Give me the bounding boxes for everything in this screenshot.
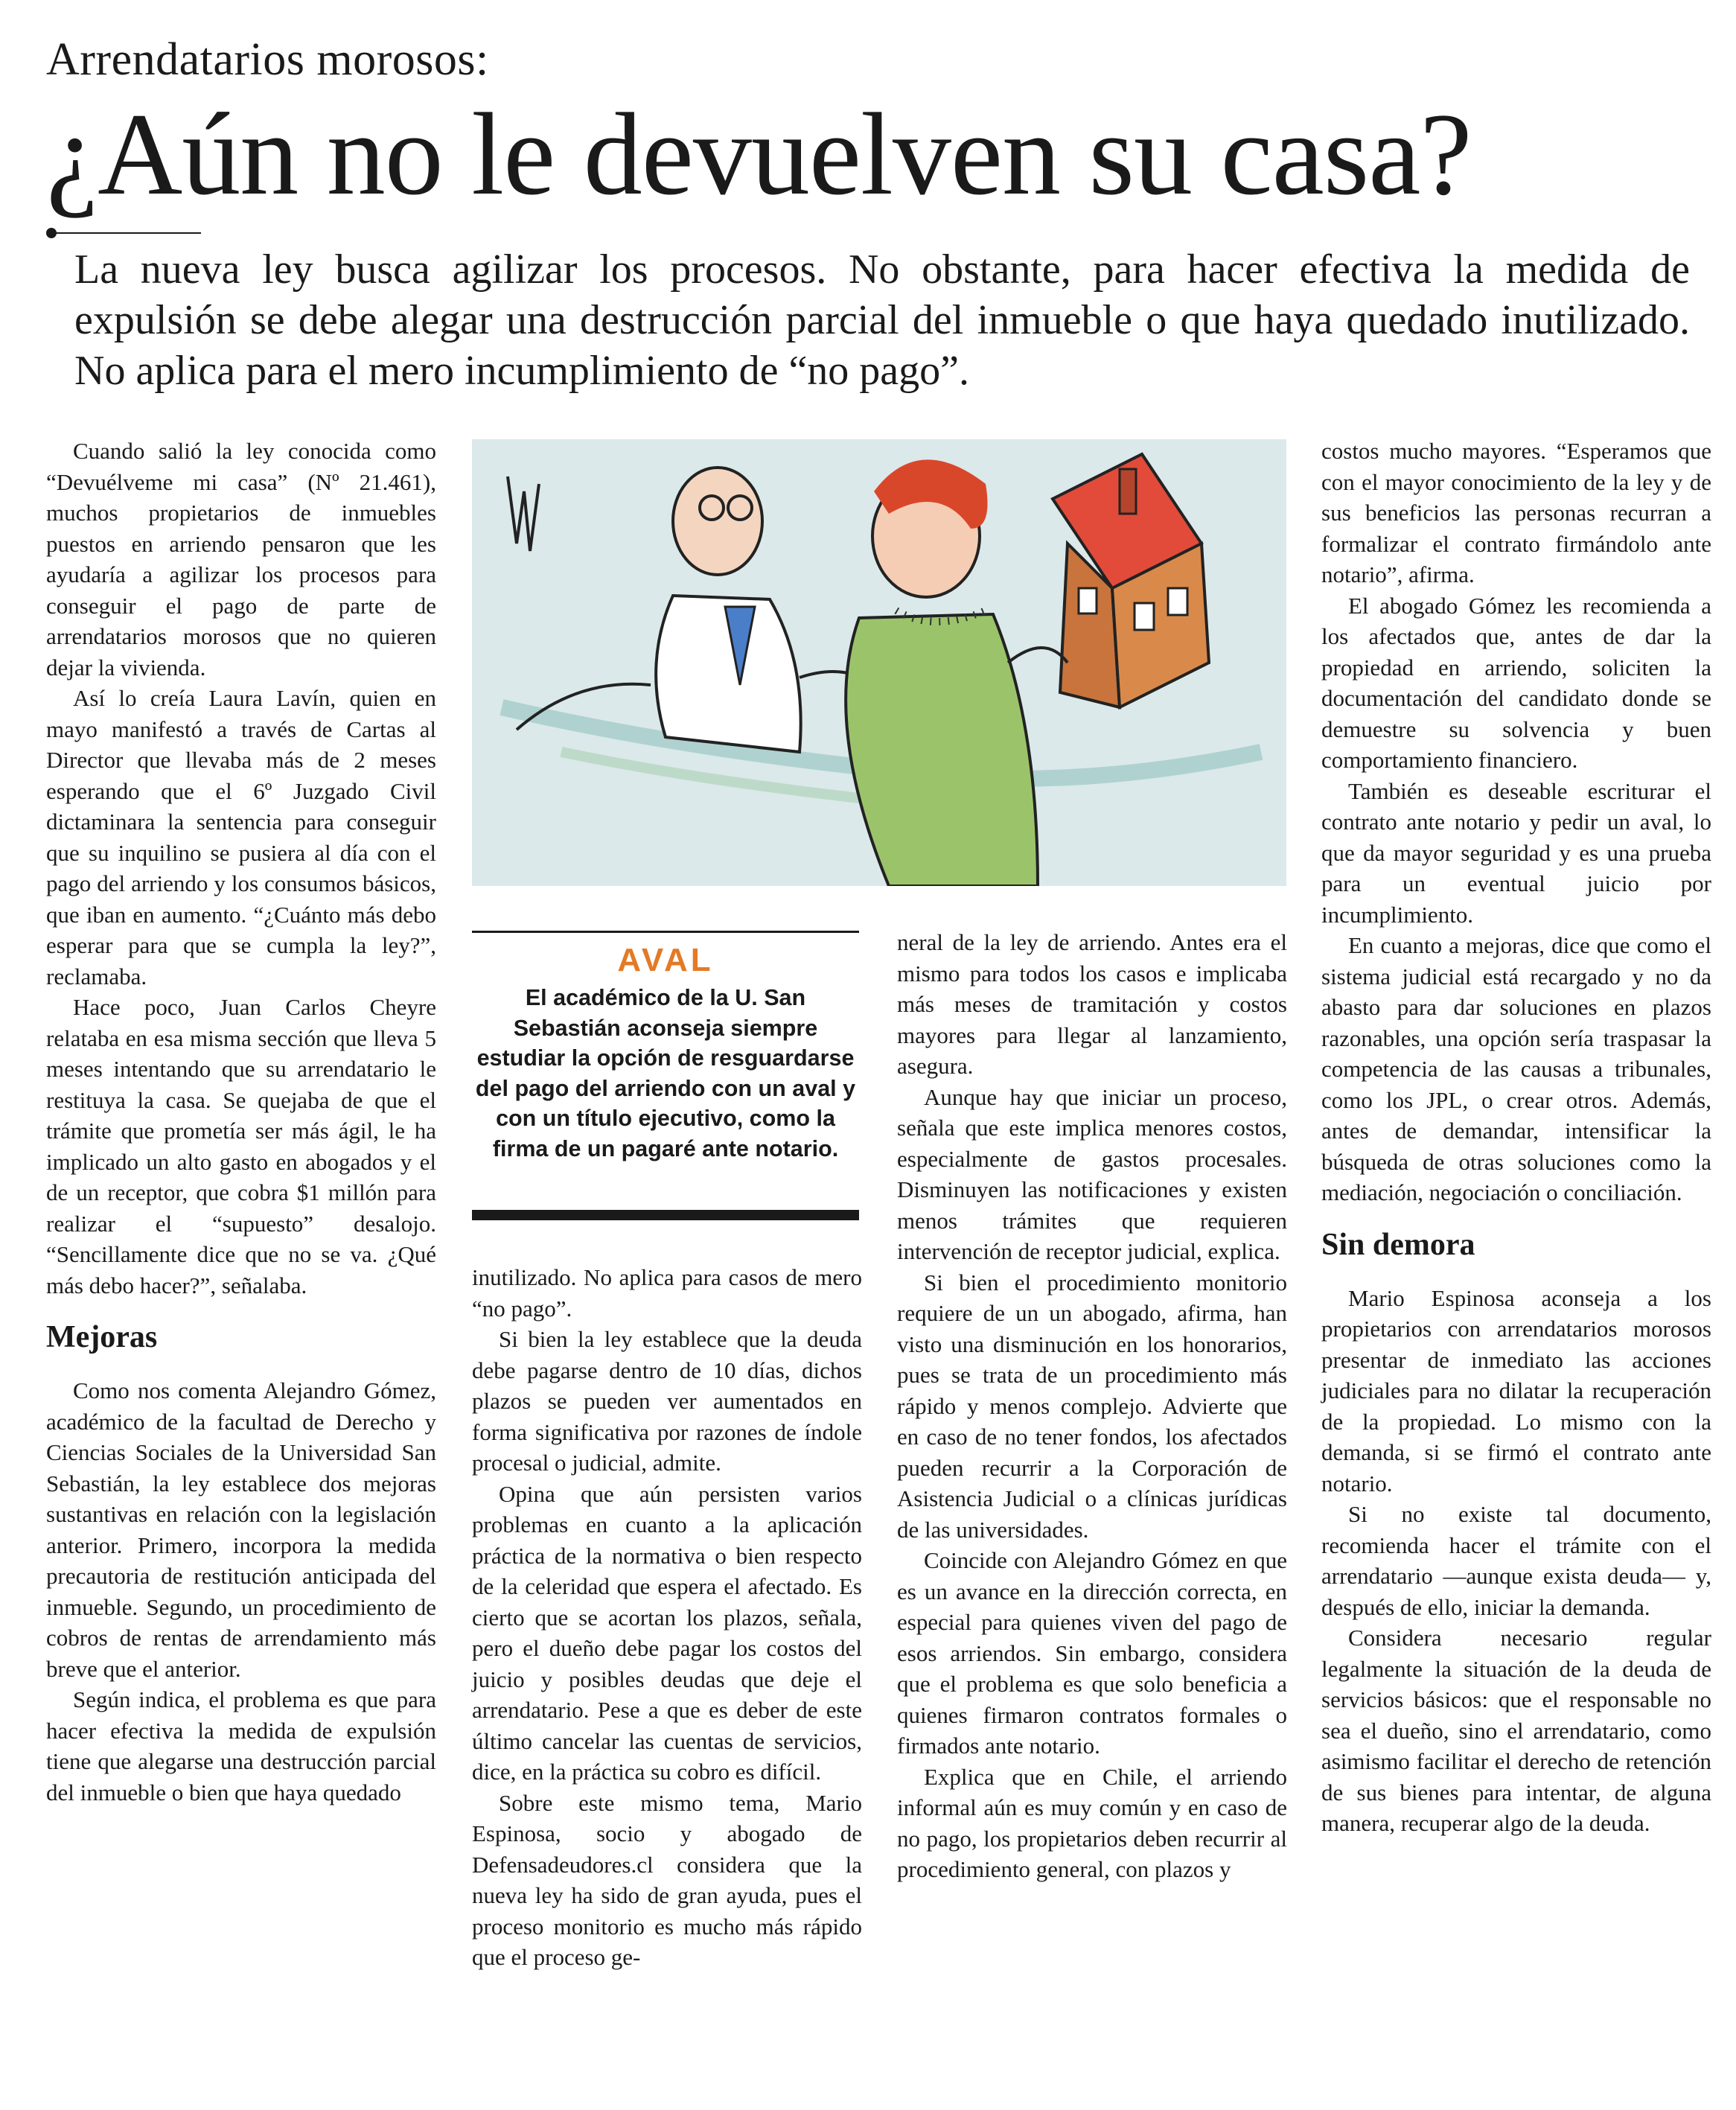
aval-text: El académico de la U. San Sebastián aconseja siempre estudiar la opción de resguardarse del pago del arriendo con un aval y con un título ejecutivo, como la firma de un pagaré ante notario.	[475, 985, 856, 1161]
paragraph: costos mucho mayores. “Esperamos que con el mayor conocimiento de la ley y de sus beneficios las personas recurran a formalizar el contrato firmándolo ante notario”, afirma.	[1321, 438, 1711, 587]
paragraph: Sobre este mismo tema, Mario Espinosa, socio y abogado de Defensadeudores.cl considera que la nueva ley ha sido de gran ayuda, pues el proceso monitorio es mucho más rápido que el proceso ge-	[472, 1789, 862, 1970]
subhead-sin-demora: Sin demora	[1321, 1227, 1475, 1262]
column-4	[1321, 436, 1711, 1839]
paragraph: Hace poco, Juan Carlos Cheyre relataba en esa misma sección que lleva 5 meses intentando que su arrendatario le restituya la casa. Se quejaba de que el trámite que prometía ser más ágil, le ha implicado un alto gasto en abogados y el de un receptor, que cobra $1 millón para realizar el “supuesto” desalojo. “Sencillamente dice que no se va. ¿Qué más debo hacer?”, señalaba.	[46, 994, 436, 1298]
kicker: Arrendatarios morosos:	[46, 34, 489, 85]
paragraph: También es deseable escriturar el contrato ante notario y pedir un aval, lo que da mayor seguridad y es una prueba para un eventual juicio por incumplimiento.	[1321, 777, 1711, 928]
aval-title: AVAL	[617, 942, 714, 978]
deck: La nueva ley busca agilizar los procesos. No obstante, para hacer efectiva la medida de expulsión se debe alegar una destrucción parcial del inmueble o que haya quedado inutilizado. No aplica para el mero incumplimiento de “no pago”.	[74, 246, 1690, 394]
paragraph: Considera necesario regular legalmente la situación de la deuda de servicios básicos: que el responsable no sea el dueño, sino el arrendatario, como asimismo facilitar el derecho de retención de sus bienes para intentar, de alguna manera, recuperar algo de la deuda.	[1321, 1625, 1711, 1836]
paragraph: Como nos comenta Alejandro Gómez, académico de la facultad de Derecho y Ciencias Sociales de la Universidad San Sebastián, la ley establece dos mejoras sustantivas en relación con la legislación anterior. Primero, incorpora la medida precautoria de restitución anticipada del inmueble. Segundo, un procedimiento de cobros de rentas de arrendamiento más breve que el anterior.	[46, 1377, 436, 1682]
paragraph: inutilizado. No aplica para casos de mero “no pago”.	[472, 1264, 862, 1322]
column-1	[46, 436, 436, 1808]
paragraph: Según indica, el problema es que para hacer efectiva la medida de expulsión tiene que alegarse una destrucción parcial del inmueble o bien que haya quedado	[46, 1686, 436, 1805]
paragraph: Si no existe tal documento, recomienda hacer el trámite con el arrendatario —aunque exista deuda— y, después de ello, iniciar la demanda.	[1321, 1501, 1711, 1620]
subhead-mejoras: Mejoras	[46, 1320, 158, 1354]
paragraph: El abogado Gómez les recomienda a los afectados que, antes de dar la propiedad en arriendo, soliciten la documentación del candidato donde se demuestre su solvencia y buen comportamiento financiero.	[1321, 592, 1711, 773]
paragraph: Aunque hay que iniciar un proceso, señala que este implica menores costos, especialmente de gastos procesales. Disminuyen las notificaciones y existen menos trámites que requieren intervención de receptor judicial, explica.	[897, 1083, 1287, 1264]
column-3	[897, 927, 1287, 1885]
paragraph: Si bien la ley establece que la deuda debe pagarse dentro de 10 días, dichos plazos se pueden ver aumentados en forma significativa por razones de índole procesal o judicial, admite.	[472, 1326, 862, 1476]
aval-top-rule	[472, 931, 859, 933]
paragraph: Cuando salió la ley conocida como “Devuélveme mi casa” (Nº 21.461), muchos propietarios de inmuebles puestos en arriendo pensaron que les ayudaría a agilizar los procesos para conseguir el pago de parte de arrendatarios morosos que no quieren dejar la vivienda.	[46, 438, 436, 681]
paragraph: Mario Espinosa aconseja a los propietarios con arrendatarios morosos presentar de inmediato las acciones judiciales para no dilatar la recuperación de la propiedad. Lo mismo con la demanda, si se firmó el contrato ante notario.	[1321, 1284, 1711, 1497]
paragraph: neral de la ley de arriendo. Antes era el mismo para todos los casos e implicaba más meses de tramitación y costos mayores para llegar al lanzamiento, asegura.	[897, 929, 1287, 1079]
rule-line	[52, 232, 201, 234]
paragraph: En cuanto a mejoras, dice que como el sistema judicial está recargado y no da abasto para dar soluciones en plazos razonables, una opción sería traspasar la competencia de las causas a tribunales, como los JPL, o crear otros. Además, antes de demandar, intensificar la búsqueda de otras soluciones como la mediación, negociación o conciliación.	[1321, 932, 1711, 1205]
paragraph: Coincide con Alejandro Gómez en que es un avance en la dirección correcta, en especial para quienes viven del pago de esos arriendos. Sin embargo, considera que el problema es que solo beneficia a quienes firmaron contratos formales o firmados ante notario.	[897, 1547, 1287, 1759]
paragraph: Explica que en Chile, el arriendo informal aún es muy común y en caso de no pago, los propietarios deben recurrir al procedimiento general, con plazos y	[897, 1763, 1287, 1882]
headline: ¿Aún no le devuelven su casa?	[46, 89, 1472, 220]
paragraph: Opina que aún persisten varios problemas en cuanto a la aplicación práctica de la normativa o bien respecto de la celeridad que espera el afectado. Es cierto que se acortan los plazos, señala, pero el dueño debe pagar los costos del juicio y posibles deudas que deje el arrendatario. Pese a que es deber de este último cancelar las cuentas de servicios, dice, en la práctica su cobro es difícil.	[472, 1480, 862, 1785]
column-2	[472, 1262, 862, 1973]
aval-bottom-rule	[472, 1210, 859, 1220]
paragraph: Si bien el procedimiento monitorio requiere de un un abogado, afirma, han visto una disminución en los honorarios, pues se trata de un procedimiento más rápido y menos complejo. Advierte que en caso de no tener fondos, los afectados pueden recurrir a la Corporación de Asistencia Judicial o a clínicas jurídicas de las universidades.	[897, 1269, 1287, 1543]
cartoon-illustration	[472, 439, 1286, 886]
paragraph: Así lo creía Laura Lavín, quien en mayo manifestó a través de Cartas al Director que llevaba más de 2 meses esperando que el 6º Juzgado Civil dictaminara la sentencia para conseguir que su inquilino se pusiera al día con el pago del arriendo y los consumos básicos, que iban en aumento. “¿Cuánto más debo esperar para que se cumpla la ley?”, reclamaba.	[46, 685, 436, 989]
